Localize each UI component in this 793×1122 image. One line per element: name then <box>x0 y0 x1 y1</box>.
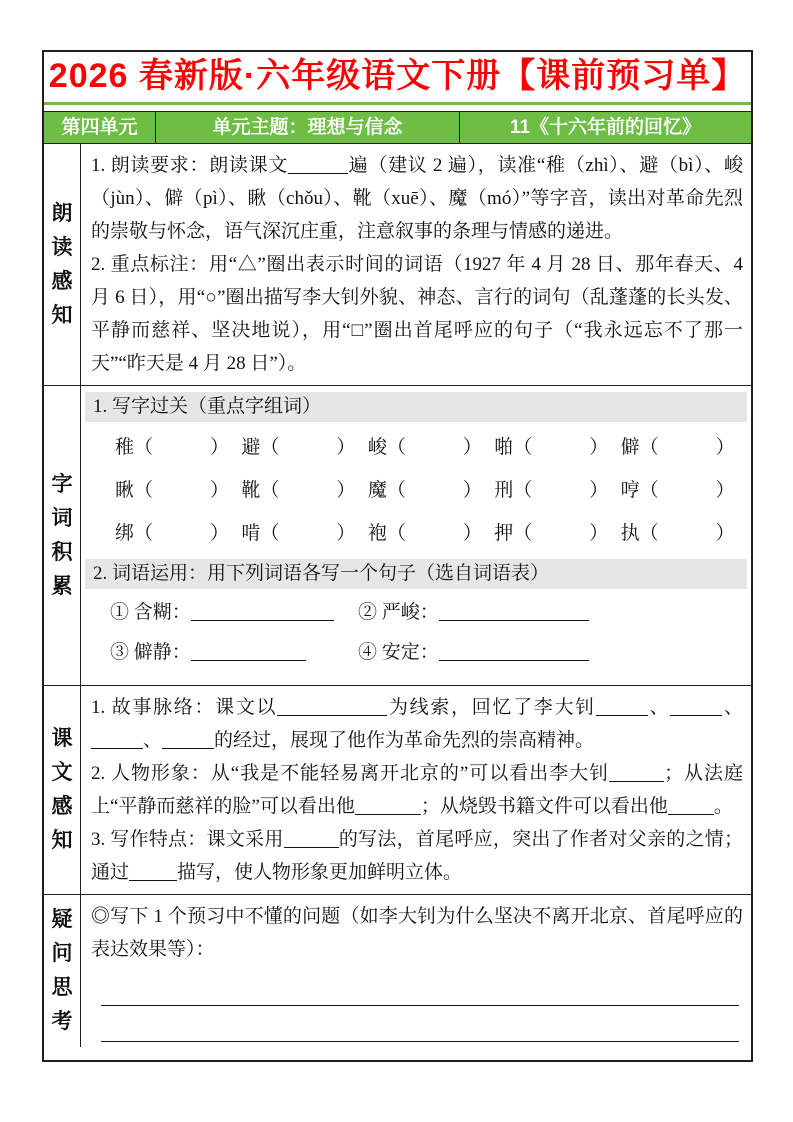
fill-in-blank[interactable] <box>355 796 421 815</box>
char-word-cell[interactable]: 押（ ） <box>494 523 609 544</box>
fill-in-blank[interactable] <box>191 602 334 621</box>
char-word-cell[interactable]: 稚（ ） <box>115 437 230 458</box>
char-word-cell[interactable]: 啃（ ） <box>241 523 356 544</box>
word-sentence-grid <box>85 591 747 679</box>
title-box <box>44 52 751 105</box>
fill-in-blank[interactable] <box>439 642 589 661</box>
section-reading-perception <box>44 144 751 386</box>
section-label-vocabulary: 字词积累 <box>44 386 81 685</box>
fill-in-blank[interactable] <box>277 697 387 716</box>
vocab-heading-writing: 1. 写字过关（重点字组词） <box>85 392 747 422</box>
char-word-cell[interactable]: 啪（ ） <box>494 437 609 458</box>
char-word-cell[interactable]: 哼（ ） <box>620 480 735 501</box>
word-sentence-item[interactable]: ③ 僻静： <box>110 633 358 673</box>
unit-theme: 单元主题：理想与信念 <box>156 112 460 143</box>
section-text-comprehension <box>44 686 751 895</box>
comprehension-item-3: 3. 写作特点：课文采用 的写法，首尾呼应，突出了作者对父亲的之情；通过 描写，使人物形象更加鲜明立体。 <box>91 829 743 883</box>
char-word-cell[interactable]: 峻（ ） <box>367 437 482 458</box>
char-word-cell[interactable]: 执（ ） <box>620 523 735 544</box>
fill-in-blank[interactable] <box>129 862 177 881</box>
lesson-title: 11《十六年前的回忆》 <box>509 117 702 138</box>
char-word-cell[interactable]: 魔（ ） <box>367 480 482 501</box>
section-label-reading: 朗读感知 <box>44 144 81 385</box>
word-sentence-item[interactable]: ② 严峻： <box>358 593 741 633</box>
vocabulary-content <box>81 386 751 685</box>
fill-in-blank[interactable] <box>91 730 143 749</box>
vocab-heading-usage: 2. 词语运用：用下列词语各写一个句子（选自词语表） <box>85 559 747 589</box>
reading-item-2: 2. 重点标注：用“△”圈出表示时间的词语（1927 年 4 月 28 日、那年春天、4 月 6 日），用“○”圈出描写李大钊外貌、神态、言行的词句（乱蓬蓬的长头发、平静而慈祥、坚决地说），用“□”圈出首尾呼应的句子（“我永远忘不了那一天”“昨天是 4 月 28 日”）。 <box>91 254 743 374</box>
char-grid-row <box>115 512 747 555</box>
character-grid <box>85 424 747 557</box>
word-sentence-item[interactable]: ④ 安定： <box>358 633 741 673</box>
char-grid-row <box>115 469 747 512</box>
worksheet-table <box>44 144 751 1060</box>
char-word-cell[interactable]: 避（ ） <box>241 437 356 458</box>
fill-in-blank[interactable] <box>162 730 214 749</box>
section-vocabulary <box>44 386 751 686</box>
page-title: 2026 春新版·六年级语文下册【课前预习单】 <box>48 57 747 95</box>
questions-prompt: ◎写下 1 个预习中不懂的问题（如李大钊为什么坚决不离开北京、首尾呼应的表达效果等）： <box>91 906 743 960</box>
fill-in-blank[interactable] <box>670 697 722 716</box>
fill-in-blank[interactable] <box>284 829 339 848</box>
reading-item-1: 1. 朗读要求：朗读课文 遍（建议 2 遍），读准“稚（zhì）、避（bì）、峻（jùn）、僻（pì）、瞅（chǒu）、靴（xuē）、魔（mó）”等字音，读出对革命先烈的崇敬与怀念，语气深沉庄重，注意叙事的条理与情感的递进。 <box>91 155 743 242</box>
char-word-cell[interactable]: 瞅（ ） <box>115 480 230 501</box>
char-word-cell[interactable]: 绑（ ） <box>115 523 230 544</box>
char-word-cell[interactable]: 袍（ ） <box>367 523 482 544</box>
char-word-cell[interactable]: 刑（ ） <box>494 480 609 501</box>
unit-header-bar <box>44 111 751 144</box>
answer-line[interactable] <box>101 1006 739 1042</box>
fill-in-blank[interactable] <box>609 763 664 782</box>
worksheet-frame <box>42 50 753 1062</box>
reading-content <box>81 144 751 385</box>
fill-in-blank[interactable] <box>668 796 714 815</box>
fill-in-blank[interactable] <box>439 602 589 621</box>
fill-in-blank[interactable] <box>191 642 306 661</box>
word-sentence-item[interactable]: ① 含糊： <box>110 593 358 633</box>
char-word-cell[interactable]: 僻（ ） <box>620 437 735 458</box>
section-label-questions: 疑问思考 <box>44 895 81 1047</box>
comprehension-item-2: 2. 人物形象：从“我是不能轻易离开北京的”可以看出李大钊 ；从法庭上“平静而慈祥的脸”可以看出他 ；从烧毁书籍文件可以看出他 。 <box>91 763 743 817</box>
section-questions <box>44 895 751 1047</box>
section-label-comprehension: 课文感知 <box>44 686 81 894</box>
questions-content <box>81 895 751 1047</box>
comprehension-item-1: 1. 故事脉络：课文以 为线索，回忆了李大钊 、 、、 的经过，展现了他作为革命先烈的崇高精神。 <box>91 697 743 751</box>
fill-in-blank[interactable] <box>288 155 348 174</box>
char-grid-row <box>115 426 747 469</box>
answer-line[interactable] <box>101 970 739 1006</box>
char-word-cell[interactable]: 靴（ ） <box>241 480 356 501</box>
fill-in-blank[interactable] <box>596 697 648 716</box>
unit-number: 第四单元 <box>44 112 156 143</box>
comprehension-content <box>81 686 751 894</box>
